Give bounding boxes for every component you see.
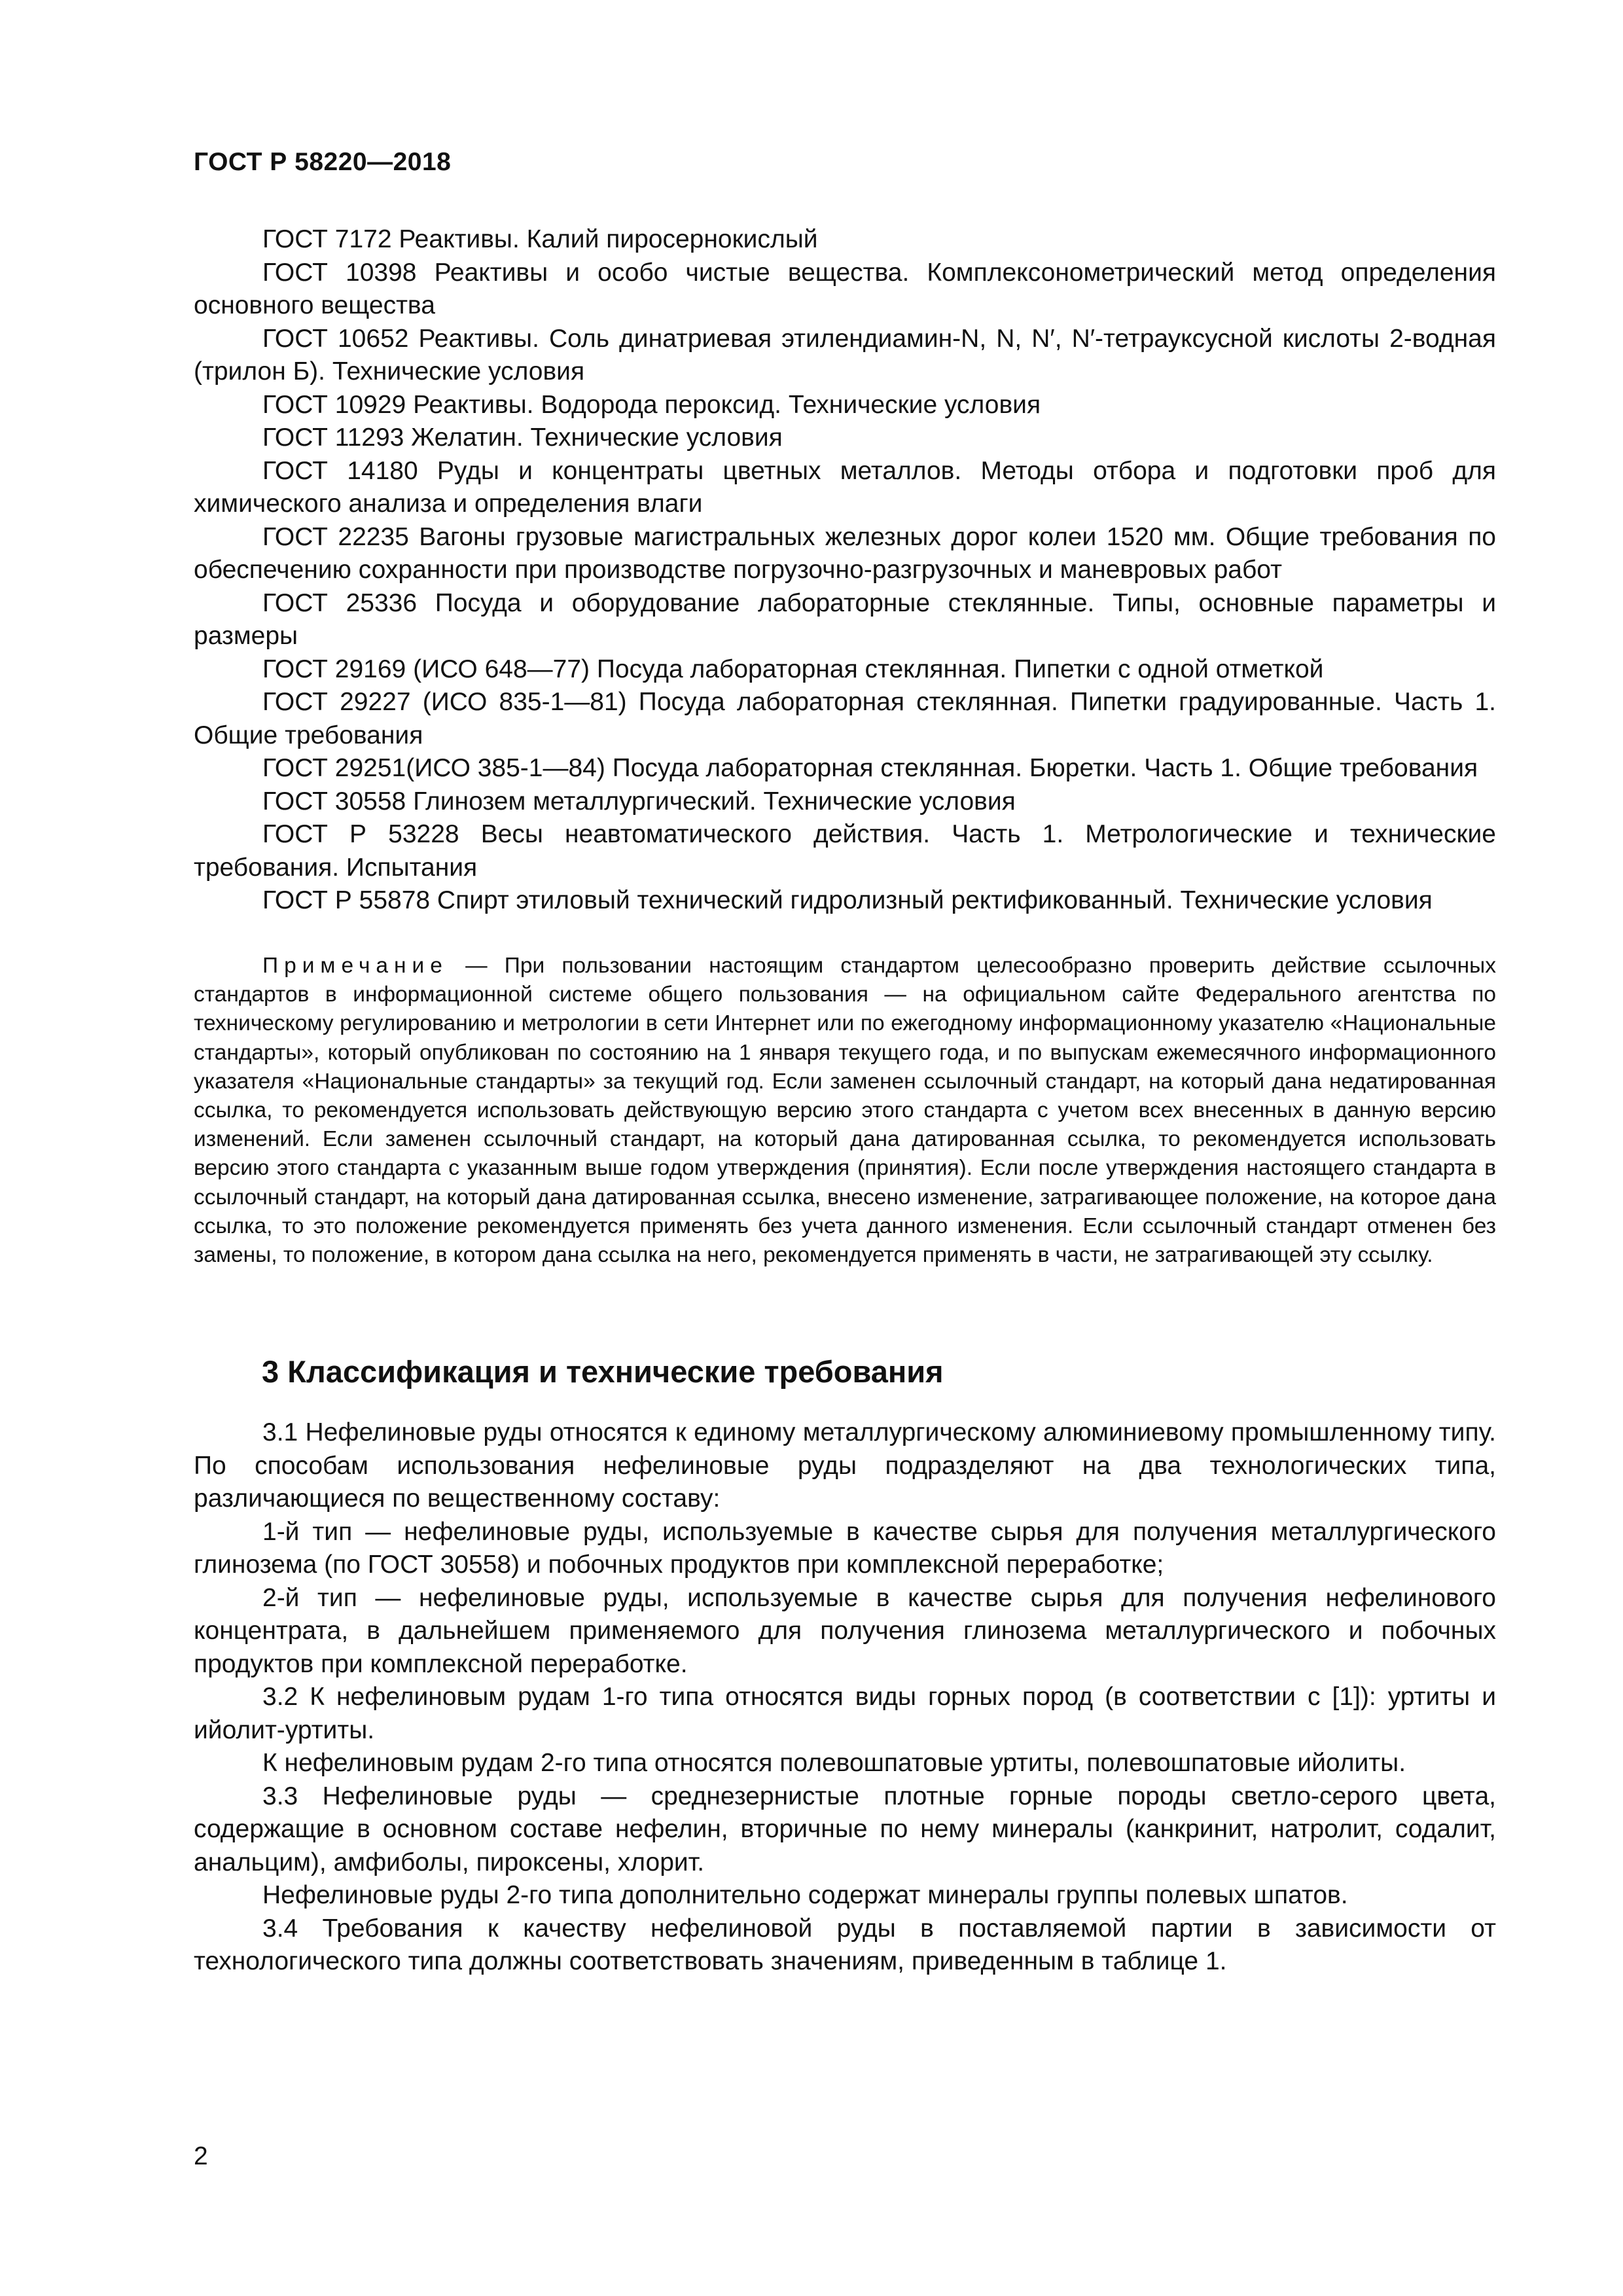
reference-item: ГОСТ 7172 Реактивы. Калий пиросернокислый [262, 225, 818, 253]
section-paragraph: 1-й тип — нефелиновые руды, используемые в качестве сырья для получения металлургического глинозема (по ГОСТ 30558) и побочных продуктов при комплексной переработке; [194, 1517, 1496, 1579]
section-paragraph: 3.2 К нефелиновым рудам 1-го типа относятся виды горных пород (в соответствии с [1]): уртиты и ийолит-уртиты. [194, 1683, 1496, 1744]
section-paragraph: 3.3 Нефелиновые руды — среднезернистые плотные горные породы светло-серого цвета, содержащие в основном составе нефелин, вторичные по нему минералы (канкринит, натролит, содалит, анальцим), амфиболы, пироксены, хлорит. [194, 1782, 1496, 1876]
reference-item: ГОСТ 10929 Реактивы. Водорода пероксид. Технические условия [262, 390, 1041, 419]
reference-item: ГОСТ 22235 Вагоны грузовые магистральных железных дорог колеи 1520 мм. Общие требования по обеспечению сохранности при производстве погрузочно-разгрузочных и маневровых работ [194, 522, 1496, 584]
section-body [194, 1416, 1496, 1979]
note-block [194, 952, 1496, 1270]
section-paragraph: 3.4 Требования к качеству нефелиновой руды в поставляемой партии в зависимости от технологического типа должны соответствовать значениям, приведенным в таблице 1. [194, 1914, 1496, 1975]
page-number: 2 [194, 2142, 208, 2170]
reference-item: ГОСТ 29251(ИСО 385-1—84) Посуда лабораторная стеклянная. Бюретки. Часть 1. Общие требования [262, 754, 1478, 782]
section-paragraph: 3.1 Нефелиновые руды относятся к единому металлургическому алюминиевому промышленному типу. По способам использования нефелиновые руды подразделяют на два технологических типа, различающиеся по вещественному составу: [194, 1418, 1496, 1513]
note-paragraph [194, 952, 1496, 1270]
reference-item: ГОСТ Р 55878 Спирт этиловый технический гидролизный ректификованный. Технические условия [262, 886, 1433, 914]
section-paragraph: К нефелиновым рудам 2-го типа относятся полевошпатовые уртиты, полевошпатовые ийолиты. [262, 1749, 1406, 1777]
note-text: — При пользовании настоящим стандартом целесообразно проверить действие ссылочных стандартов в информационной системе общего пользования — на официальном сайте Федерального агентства по техническому регулированию и метрологии в сети Интернет или по ежегодному информационному указателю «Национальные стандарты», который опубликован по состоянию на 1 января текущего года, и по выпускам ежемесячного информационного указателя «Национальные стандарты» за текущий год. Если заменен ссылочный стандарт, на который дана недатированная ссылка, то рекомендуется использовать действующую версию этого стандарта с учетом всех внесенных в данную версию изменений. Если заменен ссылочный стандарт, на который дана датированная ссылка, то рекомендуется использовать версию этого стандарта с указанным выше годом утверждения (принятия). Если после утверждения настоящего стандарта в ссылочный стандарт, на который дана датированная ссылка, внесено изменение, затрагивающее положение, на которое дана ссылка, то это положение рекомендуется применять без учета данного изменения. Если ссылочный стандарт отменен без замены, то положение, в котором дана ссылка на него, рекомендуется применять в части, не затрагивающей эту ссылку. [194, 954, 1496, 1268]
reference-item: ГОСТ 14180 Руды и концентраты цветных металлов. Методы отбора и подготовки проб для химического анализа и определения влаги [194, 456, 1496, 518]
reference-item: ГОСТ Р 53228 Весы неавтоматического действия. Часть 1. Метрологические и технические требования. Испытания [194, 820, 1496, 882]
reference-item: ГОСТ 29227 (ИСО 835-1—81) Посуда лабораторная стеклянная. Пипетки градуированные. Часть 1. Общие требования [194, 688, 1496, 749]
reference-item: ГОСТ 11293 Желатин. Технические условия [262, 423, 783, 452]
reference-item: ГОСТ 30558 Глинозем металлургический. Технические условия [262, 787, 1016, 816]
section-title: 3 Классификация и технические требования [262, 1354, 944, 1389]
reference-item: ГОСТ 10652 Реактивы. Соль динатриевая этилендиамин-N, N, N′, N′-тетрауксусной кислоты 2-водная (трилон Б). Технические условия [194, 324, 1496, 386]
section-paragraph: Нефелиновые руды 2-го типа дополнительно содержат минералы группы полевых шпатов. [262, 1881, 1348, 1909]
reference-item: ГОСТ 29169 (ИСО 648—77) Посуда лабораторная стеклянная. Пипетки с одной отметкой [262, 655, 1324, 683]
note-label: Примечание [262, 954, 448, 978]
reference-item: ГОСТ 25336 Посуда и оборудование лабораторные стеклянные. Типы, основные параметры и размеры [194, 588, 1496, 650]
document-code-header: ГОСТ Р 58220—2018 [194, 148, 452, 176]
section-paragraph: 2-й тип — нефелиновые руды, используемые в качестве сырья для получения нефелинового концентрата, в дальнейшем применяемого для получения глинозема металлургического и побочных продуктов при комплексной переработке. [194, 1583, 1496, 1678]
reference-item: ГОСТ 10398 Реактивы и особо чистые вещества. Комплексонометрический метод определения основного вещества [194, 258, 1496, 319]
normative-references-list [194, 223, 1496, 918]
